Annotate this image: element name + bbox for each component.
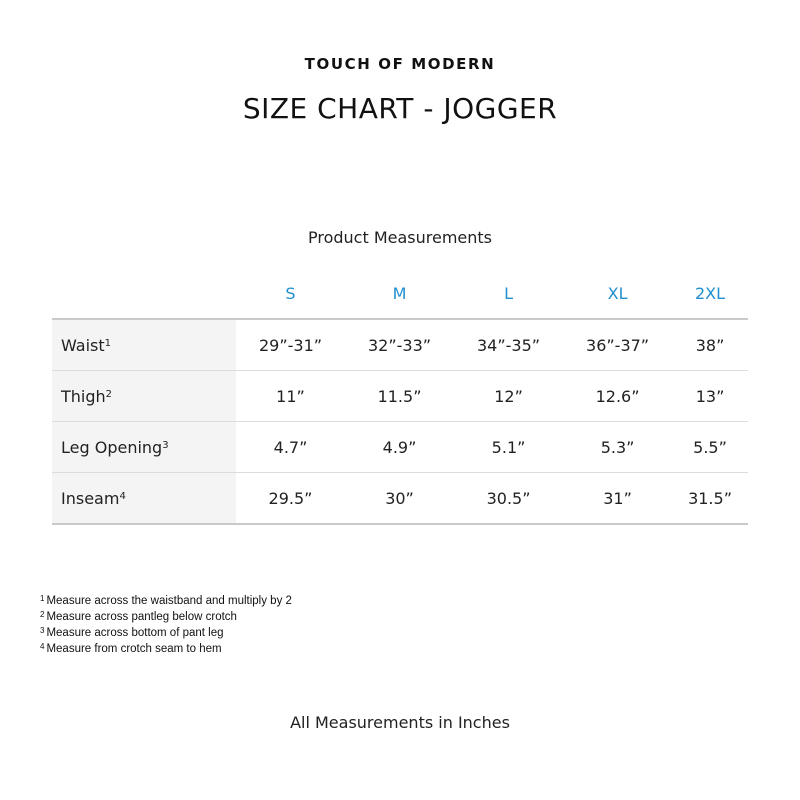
section-title: Product Measurements — [307, 228, 492, 247]
units-note: All Measurements in Inches — [290, 713, 510, 732]
row-label-leg-opening — [52, 422, 236, 473]
table-cell: 4.9” — [345, 422, 454, 473]
table-row-waist — [52, 319, 748, 371]
table-cell: 12.6” — [563, 371, 672, 422]
table-cell: 11” — [236, 371, 345, 422]
row-label-waist — [52, 319, 236, 371]
table-cell: 5.5” — [672, 422, 748, 473]
table-cell: 29”-31” — [236, 319, 345, 371]
footnote-item — [40, 624, 292, 640]
row-label-text: Leg Opening — [61, 437, 163, 457]
size-header-m: M — [392, 283, 407, 303]
size-header-s: S — [285, 283, 296, 303]
table-cell: 29.5” — [236, 473, 345, 525]
footnote-number: 4 — [40, 642, 45, 651]
size-header-row — [52, 268, 748, 319]
size-header-2xl: 2XL — [695, 283, 726, 303]
footnote-item — [40, 592, 292, 608]
table-cell: 30” — [345, 473, 454, 525]
footnotes — [40, 592, 292, 656]
table-cell: 5.1” — [454, 422, 563, 473]
footnote-text: Measure across bottom of pant leg — [46, 627, 224, 639]
table-cell: 4.7” — [236, 422, 345, 473]
row-label-thigh — [52, 371, 236, 422]
size-chart-table — [52, 268, 748, 525]
table-cell: 31” — [563, 473, 672, 525]
footnote-marker: 3 — [162, 439, 169, 451]
footnote-marker: 1 — [104, 337, 112, 349]
header-corner — [52, 268, 236, 319]
footnote-number: 1 — [40, 594, 45, 603]
footnote-item — [40, 640, 292, 656]
footnote-marker: 4 — [119, 490, 126, 502]
footnote-text: Measure across pantleg below crotch — [46, 611, 237, 623]
footnote-item — [40, 608, 292, 624]
row-label-inseam — [52, 473, 236, 525]
footnote-text: Measure from crotch seam to hem — [46, 643, 222, 655]
brand-logo: TOUCH OF MODERN — [304, 55, 496, 73]
page-title: SIZE CHART - JOGGER — [242, 92, 558, 125]
row-label-text: Waist — [61, 335, 105, 355]
table-cell: 32”-33” — [345, 319, 454, 371]
footnote-marker: 2 — [105, 388, 113, 400]
table-cell: 38” — [672, 319, 748, 371]
footnote-text: Measure across the waistband and multiply by 2 — [46, 595, 292, 607]
table-cell: 13” — [672, 371, 748, 422]
footnote-number: 2 — [40, 610, 45, 619]
table-row-leg-opening — [52, 422, 748, 473]
table-row-thigh — [52, 371, 748, 422]
table-cell: 36”-37” — [563, 319, 672, 371]
size-header-l: L — [504, 283, 513, 303]
footnote-number: 3 — [40, 626, 45, 635]
table-cell: 11.5” — [345, 371, 454, 422]
size-header-xl: XL — [607, 283, 628, 303]
table-cell: 5.3” — [563, 422, 672, 473]
table-row-inseam — [52, 473, 748, 525]
table-cell: 34”-35” — [454, 319, 563, 371]
table-cell: 12” — [454, 371, 563, 422]
table-cell: 31.5” — [672, 473, 748, 525]
row-label-text: Inseam — [61, 488, 120, 508]
table-cell: 30.5” — [454, 473, 563, 525]
row-label-text: Thigh — [61, 386, 106, 406]
